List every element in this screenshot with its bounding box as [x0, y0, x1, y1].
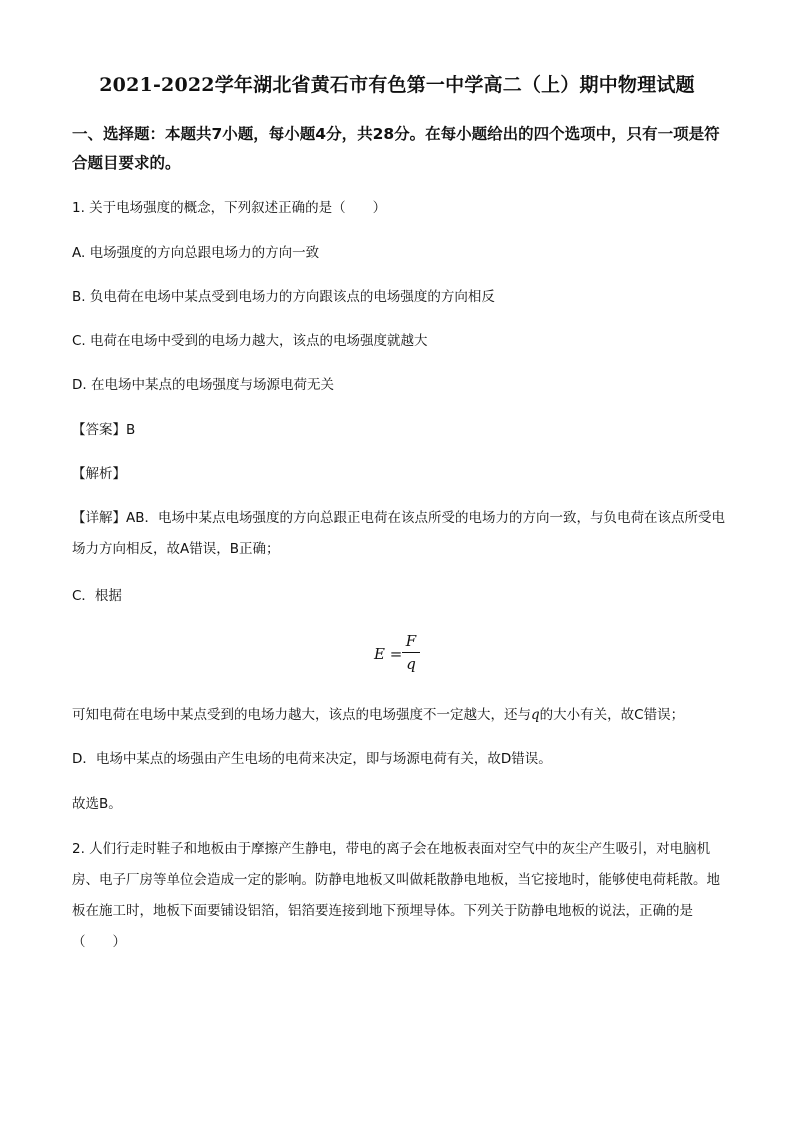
detail-c-variable: q: [531, 707, 540, 723]
detail-d-paragraph: D．电场中某点的场强由产生电场的电荷来决定，即与场源电荷有关，故D错误。: [72, 751, 552, 767]
formula-denominator: q: [406, 655, 416, 673]
conclusion-line: 故选B。: [72, 796, 122, 812]
detail-c-paragraph: [72, 705, 732, 725]
detail-ab-paragraph: 【详解】AB．电场中某点电场强度的方向总跟正电荷在该点所受的电场力的方向一致，与负电荷在该点所受电场力方向相反，故A错误，B正确；: [72, 510, 725, 557]
question-1-option-a: A. 电场强度的方向总跟电场力的方向一致: [72, 245, 320, 261]
page-title: 2021-2022学年湖北省黄石市有色第一中学高二（上）期中物理试题: [99, 74, 695, 96]
question-2-stem: 2. 人们行走时鞋子和地板由于摩擦产生静电，带电的离子会在地板表面对空气中的灰尘产生吸引，对电脑机房、电子厂房等单位会造成一定的影响。防静电地板又叫做耗散静电地板，当它接地时，能够使电荷耗散。地板在施工时，地板下面要铺设铝箔，铝箔要连接到地下预埋导体。下列关于防静电地板的说法，正确的是（ ）: [72, 841, 720, 950]
formula-fraction: [402, 632, 420, 673]
section-heading: 一、选择题：本题共7小题，每小题4分，共28分。在每小题给出的四个选项中，只有一项是符合题目要求的。: [72, 125, 720, 172]
question-1-option-b: B. 负电荷在电场中某点受到电场力的方向跟该点的电场强度的方向相反: [72, 289, 495, 305]
formula-numerator: F: [405, 632, 417, 650]
electric-field-formula: [374, 632, 434, 682]
question-1-option-c: C. 电荷在电场中受到的电场力越大，该点的电场强度就越大: [72, 333, 428, 349]
question-1-option-d: D. 在电场中某点的电场强度与场源电荷无关: [72, 377, 334, 393]
detail-c-intro: C．根据: [72, 588, 122, 604]
question-1-stem: 1. 关于电场强度的概念，下列叙述正确的是（ ）: [72, 200, 387, 216]
analysis-label: 【解析】: [72, 466, 126, 482]
detail-c-part1: 可知电荷在电场中某点受到的电场力越大，该点的电场强度不一定越大，还与: [72, 707, 531, 723]
answer-label: 【答案】B: [72, 422, 136, 438]
formula-lhs: E =: [374, 645, 403, 663]
detail-c-part2: 的大小有关，故C错误；: [539, 707, 685, 723]
fraction-bar: [402, 652, 420, 653]
